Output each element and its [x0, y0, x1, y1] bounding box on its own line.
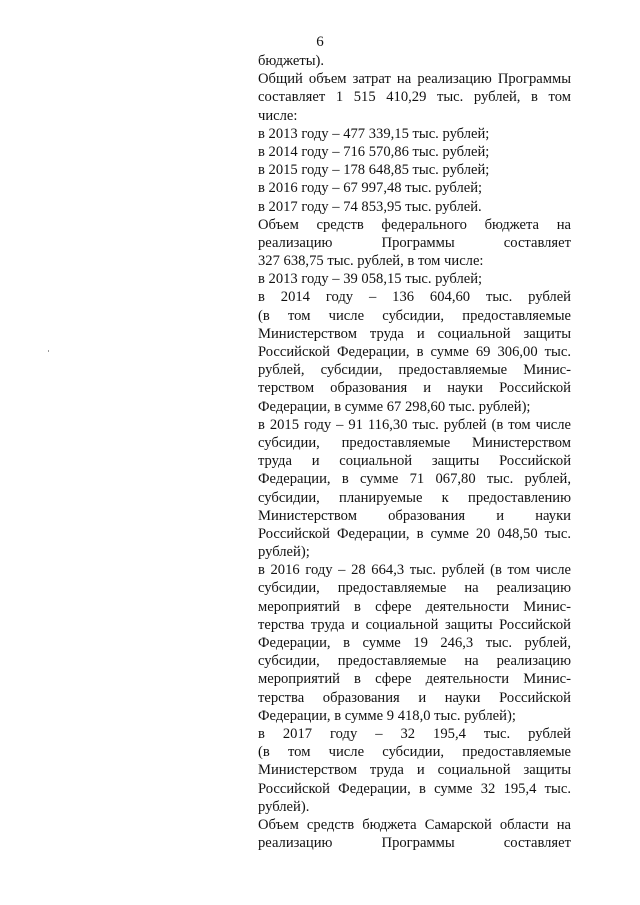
text-line: Федерации, в сумме 9 418,0 тыс. рублей);: [258, 707, 516, 724]
text-line: в 2016 году – 67 997,48 тыс. рублей;: [258, 180, 483, 197]
text-line: Федерации, в сумме 19 246,3 тыс. рублей,: [258, 635, 571, 651]
text-line: бюджеты).: [258, 53, 325, 69]
text-line: субсидии, предоставляемые на реализацию: [258, 653, 571, 670]
text-line: терства образования и науки Российской: [258, 689, 571, 706]
text-line: субсидии, предоставляемые Министерством: [258, 434, 571, 451]
text-line: субсидии, предоставляемые на реализацию: [258, 580, 571, 597]
text-line: рублей).: [258, 798, 310, 815]
text-line: Российской Федерации, в сумме 32 195,4 тыс.: [258, 780, 571, 797]
text-line: Объем средств федерального бюджета на: [258, 216, 571, 233]
text-line: Федерации, в сумме 71 067,80 тыс. рублей,: [258, 471, 571, 488]
text-line: Объем средств бюджета Самарской области на: [258, 816, 571, 833]
text-line: Министерством труда и социальной защиты: [258, 325, 571, 342]
text-line: Министерством труда и социальной защиты: [258, 762, 571, 779]
page-number: 6: [316, 34, 324, 50]
text-line: рублей, субсидии, предоставляемые Минис-: [258, 362, 571, 379]
text-line: числе:: [258, 107, 298, 124]
text-line: Российской Федерации, в сумме 20 048,50 тыс.: [258, 525, 571, 542]
text-line: в 2017 году – 32 195,4 тыс. рублей: [258, 725, 571, 742]
text-line: в 2017 году – 74 853,95 тыс. рублей.: [258, 198, 482, 215]
text-line: рублей);: [258, 544, 310, 561]
text-line: в 2016 году – 28 664,3 тыс. рублей (в том числе: [258, 562, 571, 579]
text-line: терства труда и социальной защиты Российской: [258, 616, 571, 633]
text-line: Федерации, в сумме 67 298,60 тыс. рублей);: [258, 398, 531, 415]
text-line: Общий объем затрат на реализацию Программы: [258, 71, 571, 88]
text-line: Российской Федерации, в сумме 69 306,00 тыс.: [258, 344, 571, 360]
text-line: в 2014 году – 716 570,86 тыс. рублей;: [258, 143, 490, 160]
text-line: составляет 1 515 410,29 тыс. рублей, в том: [258, 89, 571, 106]
text-line: труда и социальной защиты Российской: [258, 453, 571, 470]
text-line: субсидии, планируемые к предоставлению: [258, 489, 571, 506]
text-line: реализацию Программы составляет: [258, 835, 571, 852]
text-line: в 2014 году – 136 604,60 тыс. рублей: [258, 289, 571, 306]
text-line: в 2015 году – 178 648,85 тыс. рублей;: [258, 162, 490, 179]
text-line: мероприятий в сфере деятельности Минис-: [258, 671, 571, 688]
text-line: в 2015 году – 91 116,30 тыс. рублей (в том числе: [258, 416, 571, 433]
text-line: Министерством образования и науки: [258, 507, 571, 524]
text-line: реализацию Программы составляет: [258, 234, 571, 251]
scan-mark: [48, 350, 49, 352]
text-line: в 2013 году – 477 339,15 тыс. рублей;: [258, 125, 490, 142]
text-line: в 2013 году – 39 058,15 тыс. рублей;: [258, 271, 483, 288]
body-text-column: [258, 52, 571, 852]
text-line: терством образования и науки Российской: [258, 380, 571, 397]
text-line: 327 638,75 тыс. рублей, в том числе:: [258, 253, 484, 270]
text-line: мероприятий в сфере деятельности Минис-: [258, 598, 571, 615]
text-line: (в том числе субсидии, предоставляемые: [258, 307, 571, 324]
text-line: (в том числе субсидии, предоставляемые: [258, 744, 571, 761]
